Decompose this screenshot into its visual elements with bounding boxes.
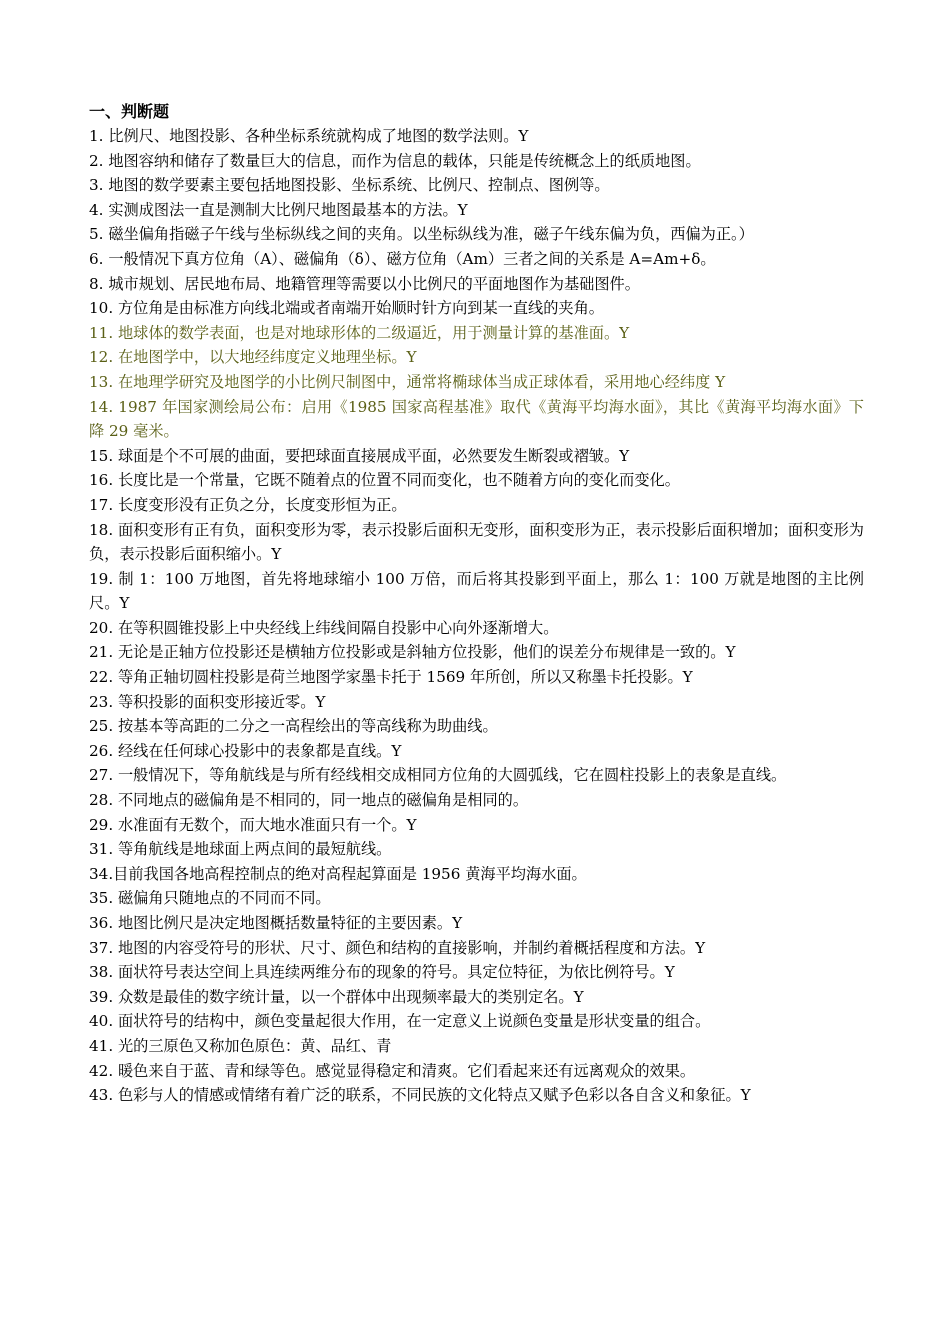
question-list: [89, 124, 864, 1108]
question-item: 10. 方位角是由标准方向线北端或者南端开始顺时针方向到某一直线的夹角。: [89, 299, 604, 318]
question-item: 40. 面状符号的结构中，颜色变量起很大作用，在一定意义上说颜色变量是形状变量的组合。: [89, 1012, 711, 1031]
question-item: 13. 在地理学研究及地图学的小比例尺制图中，通常将椭球体当成正球体看，采用地心经纬度 Y: [89, 372, 726, 391]
question-item: 21. 无论是正轴方位投影还是横轴方位投影或是斜轴方位投影，他们的误差分布规律是一致的。Y: [89, 643, 736, 662]
question-item: 16. 长度比是一个常量，它既不随着点的位置不同而变化，也不随着方向的变化而变化。: [89, 471, 680, 490]
question-item: 2. 地图容纳和储存了数量巨大的信息，而作为信息的载体，只能是传统概念上的纸质地图。: [89, 151, 701, 170]
question-item: 42. 暖色来自于蓝、青和绿等色。感觉显得稳定和清爽。它们看起来还有远离观众的效果。: [89, 1061, 696, 1080]
question-item: 17. 长度变形没有正负之分，长度变形恒为正。: [89, 495, 407, 514]
question-item: 29. 水准面有无数个，而大地水准面只有一个。Y: [89, 815, 417, 834]
question-item: 35. 磁偏角只随地点的不同而不同。: [89, 889, 331, 908]
question-item: 4. 实测成图法一直是测制大比例尺地图最基本的方法。Y: [89, 200, 468, 219]
question-item: 31. 等角航线是地球面上两点间的最短航线。: [89, 840, 392, 859]
question-item: 36. 地图比例尺是决定地图概括数量特征的主要因素。Y: [89, 914, 463, 932]
question-item: 22. 等角正轴切圆柱投影是荷兰地图学家墨卡托于 1569 年所创，所以又称墨卡托投影。Y: [89, 668, 693, 687]
section-title: 一、判断题: [89, 102, 170, 121]
question-item: 5. 磁坐偏角指磁子午线与坐标纵线之间的夹角。以坐标纵线为准，磁子午线东偏为负，西偏为正。）: [89, 225, 754, 244]
question-item: 26. 经线在任何球心投影中的表象都是直线。Y: [89, 741, 402, 760]
question-item: 38. 面状符号表达空间上具连续两维分布的现象的符号。具定位特征，为依比例符号。Y: [89, 963, 675, 982]
question-item: 43. 色彩与人的情感或情绪有着广泛的联系，不同民族的文化特点又赋予色彩以各自含义和象征。Y: [89, 1086, 751, 1105]
question-item: 8. 城市规划、居民地布局、地籍管理等需要以小比例尺的平面地图作为基础图件。: [89, 274, 640, 293]
question-item: 15. 球面是个不可展的曲面，要把球面直接展成平面，必然要发生断裂或褶皱。Y: [89, 446, 630, 465]
question-item: 25. 按基本等高距的二分之一高程绘出的等高线称为助曲线。: [89, 717, 498, 736]
question-item: 6. 一般情况下真方位角（A）、磁偏角（δ）、磁方位角（Am）三者之间的关系是 A=Am+δ。: [89, 249, 716, 268]
question-item: 3. 地图的数学要素主要包括地图投影、坐标系统、比例尺、控制点、图例等。: [89, 176, 610, 195]
question-item: 20. 在等积圆锥投影上中央经线上纬线间隔自投影中心向外逐渐增大。: [89, 618, 559, 637]
question-item: 41. 光的三原色又称加色原色：黄、品红、青: [89, 1036, 392, 1055]
question-item: 34.目前我国各地高程控制点的绝对高程起算面是 1956 黄海平均海水面。: [89, 864, 587, 883]
question-item: 14. 1987 年国家测绘局公布：启用《1985 国家高程基准》取代《黄海平均海水面》，其比《黄海平均海水面》下降 29 毫米。: [89, 397, 864, 441]
question-item: 12. 在地图学中，以大地经纬度定义地理坐标。Y: [89, 348, 417, 367]
question-item: 28. 不同地点的磁偏角是不相同的，同一地点的磁偏角是相同的。: [89, 791, 529, 810]
document-page: [89, 100, 864, 1108]
question-item: 19. 制 1：100 万地图，首先将地球缩小 100 万倍，而后将其投影到平面上，那么 1：100 万就是地图的主比例尺。Y: [89, 569, 864, 613]
question-item: 27. 一般情况下，等角航线是与所有经线相交成相同方位角的大圆弧线，它在圆柱投影上的表象是直线。: [89, 766, 787, 785]
question-item: 1. 比例尺、地图投影、各种坐标系统就构成了地图的数学法则。Y: [89, 127, 529, 145]
question-item: 37. 地图的内容受符号的形状、尺寸、颜色和结构的直接影响，并制约着概括程度和方法。Y: [89, 938, 706, 957]
question-item: 23. 等积投影的面积变形接近零。Y: [89, 692, 326, 711]
question-item: 18. 面积变形有正有负，面积变形为零，表示投影后面积无变形，面积变形为正，表示投影后面积增加；面积变形为负，表示投影后面积缩小。Y: [89, 520, 864, 564]
question-item: 11. 地球体的数学表面，也是对地球形体的二级逼近，用于测量计算的基准面。Y: [89, 323, 630, 342]
question-item: 39. 众数是最佳的数字统计量，以一个群体中出现频率最大的类别定名。Y: [89, 987, 584, 1006]
